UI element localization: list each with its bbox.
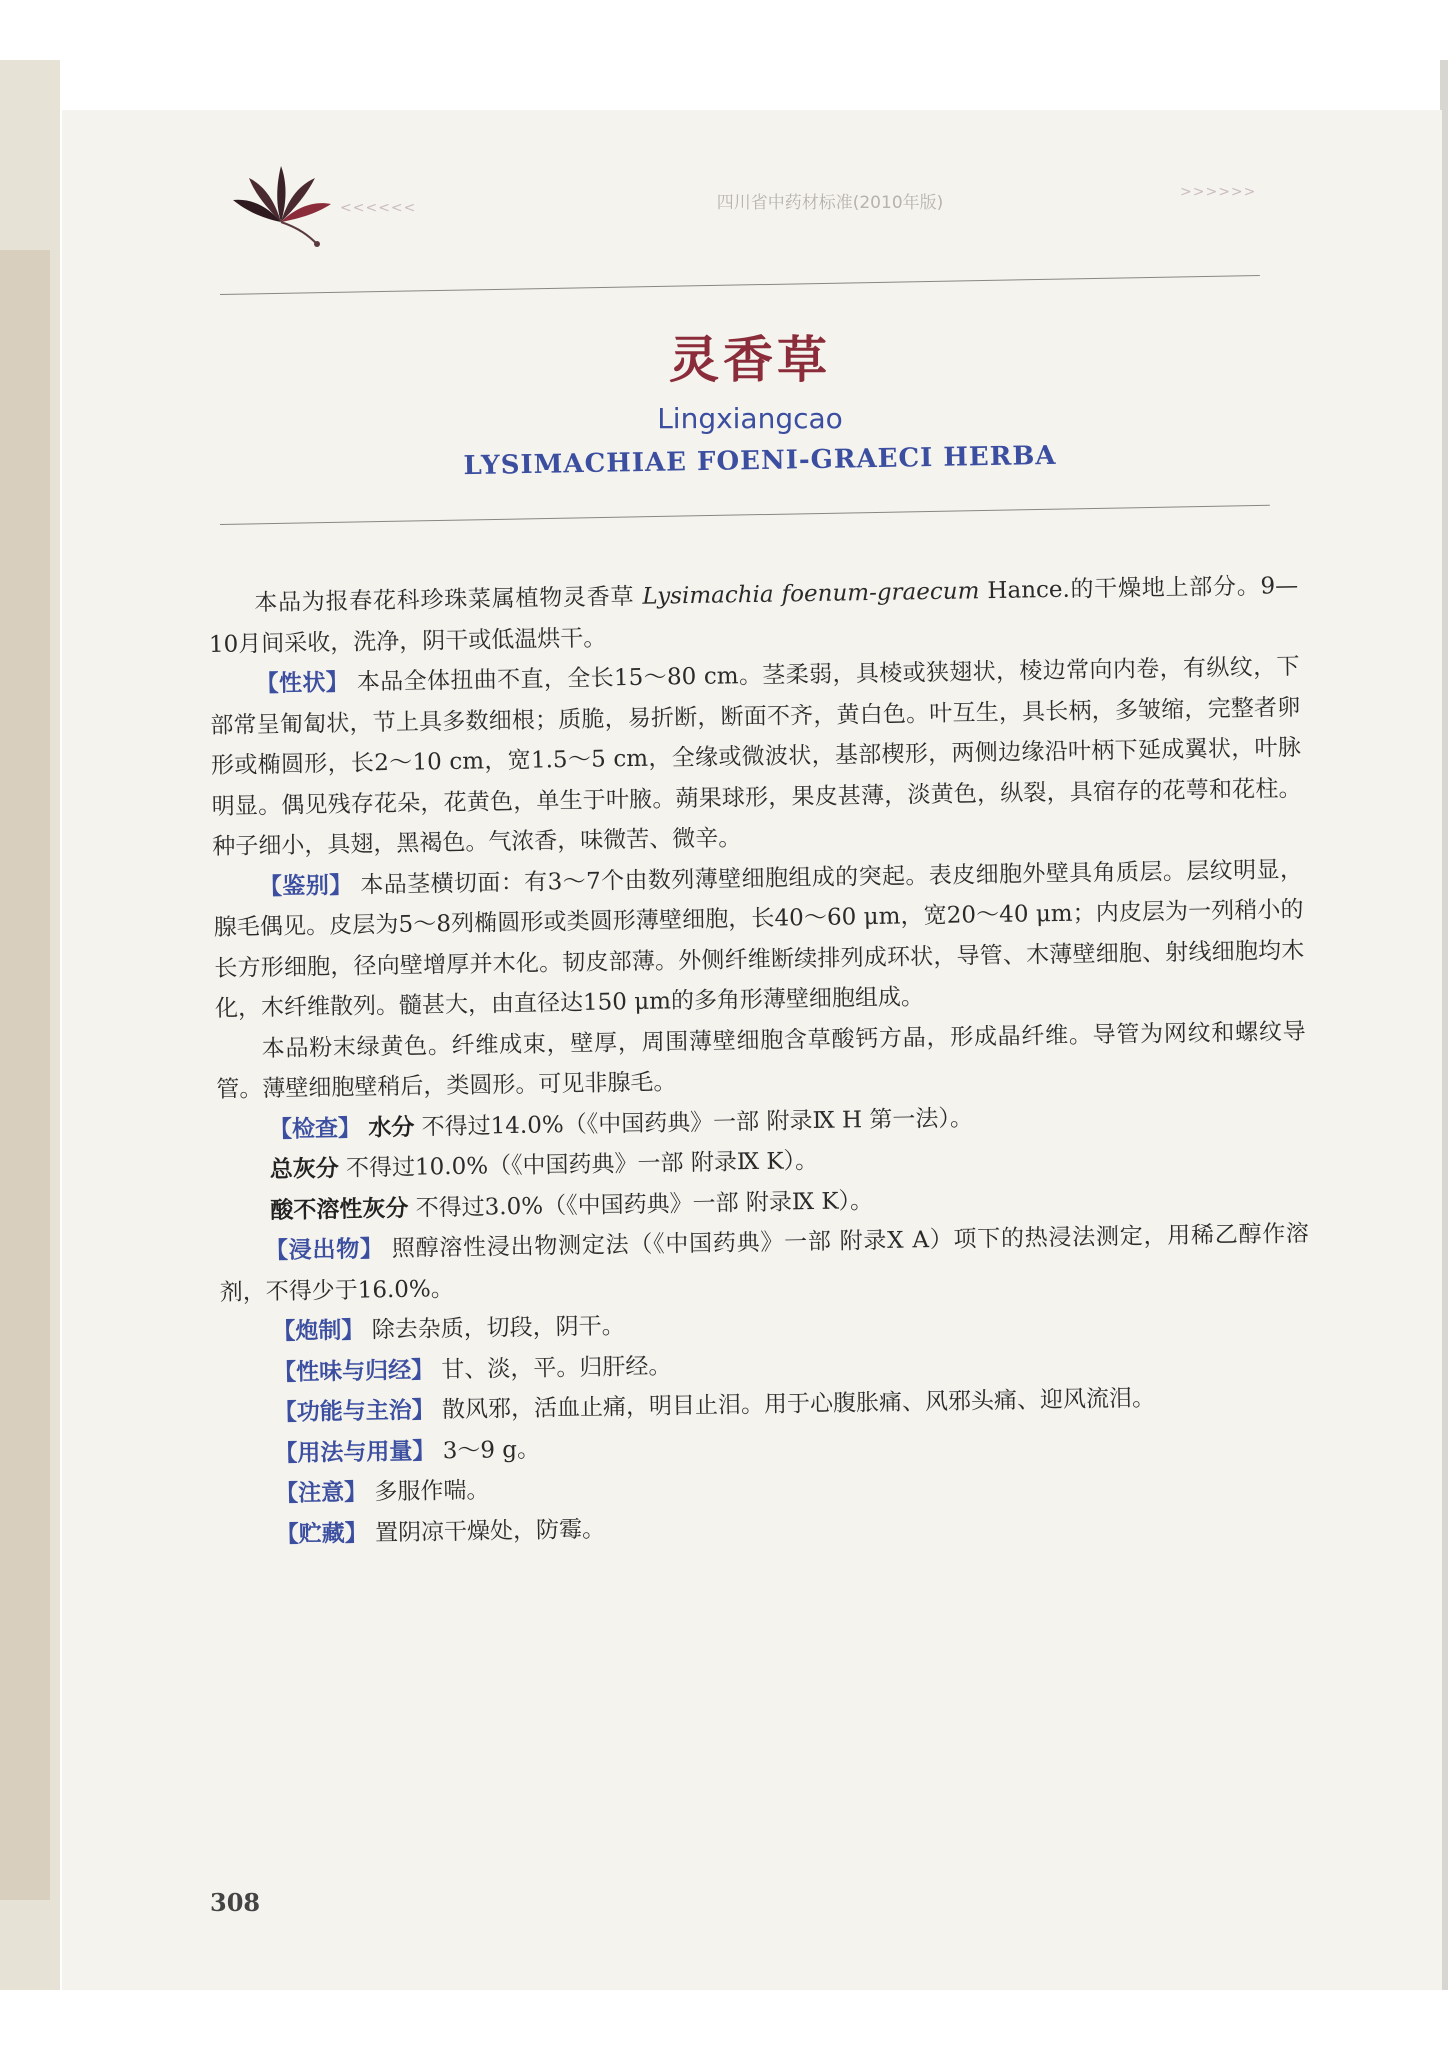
section-xingwei: 【性味与归经】 甘、淡，平。归肝经。 <box>272 1352 672 1386</box>
section-zhuyi: 【注意】 多服作喘。 <box>274 1477 490 1508</box>
section-zhucang: 【贮藏】 置阴凉干燥处，防霉。 <box>275 1516 606 1548</box>
photo-bottom-margin <box>0 1990 1448 2048</box>
intro-paragraph: 本品为报春花科珍珠菜属植物灵香草 Lysimachia foenum-graecum Hance.的干燥地上部分。9—10月间采收，洗净，阴干或低温烘干。 <box>208 572 1299 658</box>
latin-species-name: Lysimachia foenum-graecum <box>642 578 980 610</box>
section-label: 【注意】 <box>274 1479 368 1508</box>
section-label: 【浸出物】 <box>264 1236 385 1265</box>
section-xingzhuang: 【性状】 本品全体扭曲不直，全长15～80 cm。茎柔弱，具棱或狭翅状，棱边常向内卷，有纵纹，下部常呈匍匐状，节上具多数细根；质脆，易折断，断面不齐，黄白色。叶互生，具长柄，多皱缩，完整者卵形或椭圆形，长2～10 cm，宽1.5～5 cm，全缘或微波状，基部楔形，两侧边缘沿叶柄下延成翼状，叶脉明显。偶见残存花朵，花黄色，单生于叶腋。蒴果球形，果皮甚薄，淡黄色，纵裂，具宿存的花萼和花柱。种子细小，具翅，黑褐色。气浓香，味微苦、微辛。 <box>210 653 1302 860</box>
leaf-ornament-icon <box>226 152 336 252</box>
section-jiancha-water: 【检查】 水分 不得过14.0%（《中国药典》一部 附录Ⅸ H 第一法）。 <box>268 1104 974 1143</box>
section-jianbie-powder: 本品粉末绿黄色。纤维成束，壁厚，周围薄壁细胞含草酸钙方晶，形成晶纤维。导管为网纹和螺纹导管。薄壁细胞壁稍后，类圆形。可见非腺毛。 <box>216 1018 1306 1103</box>
section-jinchuwu: 【浸出物】 照醇溶性浸出物测定法（《中国药典》一部 附录Ⅹ A）项下的热浸法测定，用稀乙醇作溶剂，不得少于16.0%。 <box>219 1220 1310 1306</box>
title-chinese: 灵香草 <box>669 330 831 389</box>
right-arrow-decoration: >>>>>> <box>1180 184 1257 200</box>
section-yongfa: 【用法与用量】 3～9 g。 <box>274 1436 541 1467</box>
section-label: 【功能与主治】 <box>273 1397 435 1427</box>
photo-top-margin <box>0 0 1448 60</box>
background-book-edge <box>0 250 50 1900</box>
section-jiancha-acid: 酸不溶性灰分 不得过3.0%（《中国药典》一部 附录Ⅸ K）。 <box>270 1187 874 1224</box>
page-number: 308 <box>210 1888 261 1917</box>
section-gongneng: 【功能与主治】 散风邪，活血止痛，明目止泪。用于心腹胀痛、风邪头痛、迎风流泪。 <box>273 1385 1156 1427</box>
monograph-body <box>208 566 1314 1556</box>
section-label: 【用法与用量】 <box>274 1437 436 1467</box>
section-jiancha-ash: 总灰分 不得过10.0%（《中国药典》一部 附录Ⅸ K）。 <box>269 1147 819 1184</box>
section-label: 【鉴别】 <box>258 872 353 900</box>
title-latin: LYSIMACHIAE FOENI-GRAECI HERBA <box>463 440 1057 482</box>
section-label: 【贮藏】 <box>275 1519 368 1548</box>
title-pinyin: Lingxiangcao <box>657 402 843 435</box>
section-label: 【炮制】 <box>272 1317 365 1346</box>
section-label: 【性状】 <box>255 669 350 698</box>
section-jianbie: 【鉴别】 本品茎横切面：有3～7个由数列薄壁细胞组成的突起。表皮细胞外壁具角质层。层纹明显，腺毛偶见。皮层为5～8列椭圆形或类圆形薄壁细胞，长40～60 μm，宽20～40 μm；内皮层为一列稍小的长方形细胞，径向壁增厚并木化。韧皮部薄。外侧纤维断续排列成环状，导管、木薄壁细胞、射线细胞均木化，木纤维散列。髓甚大，由直径达150 μm的多角形薄壁细胞组成。 <box>213 856 1305 1022</box>
left-arrow-decoration: <<<<<< <box>340 200 417 216</box>
section-paozhi: 【炮制】 除去杂质，切段，阴干。 <box>272 1313 625 1346</box>
running-head: 四川省中药材标准(2010年版) <box>716 193 944 213</box>
section-label: 【检查】 <box>268 1115 362 1143</box>
section-label: 【性味与归经】 <box>272 1356 435 1386</box>
